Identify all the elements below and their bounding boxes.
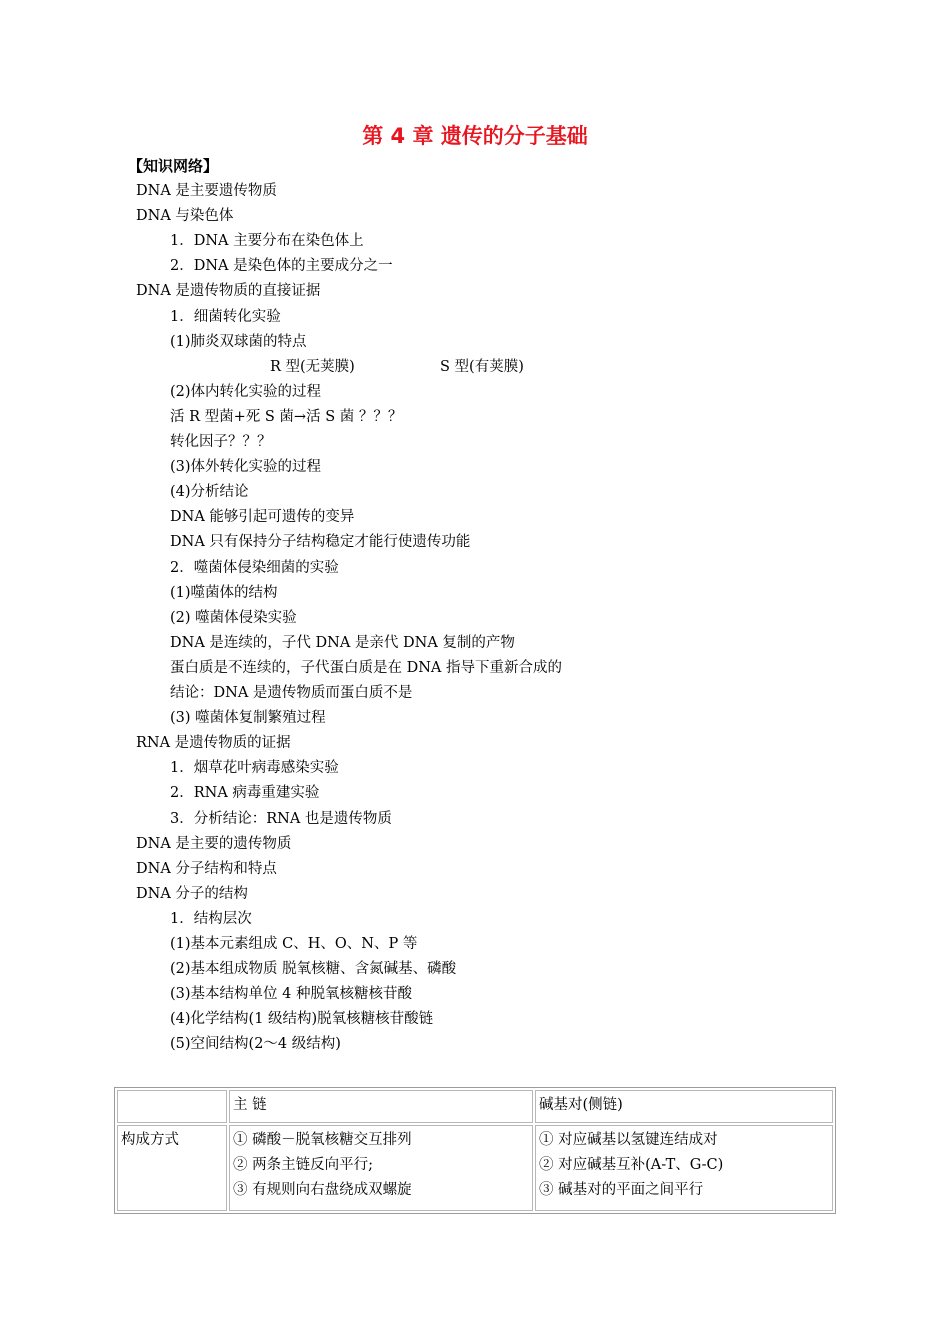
outline-line: DNA 是主要的遗传物质	[136, 836, 292, 852]
outline-line: (2)基本组成物质 脱氧核糖、含氮碱基、磷酸	[170, 961, 457, 977]
main-chain-item: ① 磷酸－脱氧核糖交互排列	[233, 1131, 412, 1148]
table-header-cell: 碱基对(侧链)	[535, 1090, 833, 1123]
outline-line: DNA 是连续的，子代 DNA 是亲代 DNA 复制的产物	[170, 635, 515, 651]
outline-line: 活 R 型菌+死 S 菌→活 S 菌 ？？？	[170, 409, 403, 425]
outline-line: (1)肺炎双球菌的特点	[170, 334, 307, 350]
outline-line: (2) 噬菌体侵染实验	[170, 610, 297, 626]
outline-line: 2．DNA 是染色体的主要成分之一	[170, 258, 393, 274]
table-header-row	[117, 1090, 833, 1123]
outline-line: S 型(有荚膜)	[440, 359, 524, 375]
table-row-label: 构成方式	[117, 1125, 227, 1211]
outline-line: 1．细菌转化实验	[170, 309, 281, 325]
outline-line: DNA 是遗传物质的直接证据	[136, 283, 321, 299]
outline-line: 蛋白质是不连续的，子代蛋白质是在 DNA 指导下重新合成的	[170, 660, 563, 676]
outline-line: (3)基本结构单位 4 种脱氧核糖核苷酸	[170, 986, 412, 1002]
outline-line: 3．分析结论：RNA 也是遗传物质	[170, 811, 392, 827]
outline-line: 结论：DNA 是遗传物质而蛋白质不是	[170, 685, 413, 701]
outline-line: (2)体内转化实验的过程	[170, 384, 322, 400]
main-chain-item: ② 两条主链反向平行;	[233, 1156, 373, 1173]
outline-line: (4)化学结构(1 级结构)脱氧核糖核苷酸链	[170, 1011, 434, 1027]
outline-line: DNA 是主要遗传物质	[136, 183, 277, 199]
outline-line: (1)基本元素组成 C、H、O、N、P 等	[170, 936, 418, 952]
outline-line: (3)体外转化实验的过程	[170, 459, 322, 475]
outline-line: DNA 分子结构和特点	[136, 861, 277, 877]
outline-line: 1．DNA 主要分布在染色体上	[170, 233, 364, 249]
outline-line: DNA 只有保持分子结构稳定才能行使遗传功能	[170, 534, 471, 550]
outline-line: (3) 噬菌体复制繁殖过程	[170, 710, 326, 726]
outline-line: (5)空间结构(2～4 级结构)	[170, 1036, 341, 1052]
outline-line: 2．RNA 病毒重建实验	[170, 785, 320, 801]
outline-line: DNA 与染色体	[136, 208, 234, 224]
outline-line: RNA 是遗传物质的证据	[136, 735, 291, 751]
outline-line: 1．烟草花叶病毒感染实验	[170, 760, 339, 776]
base-pair-item: ③ 碱基对的平面之间平行	[539, 1181, 704, 1198]
base-pair-cell	[535, 1125, 833, 1211]
table-row	[117, 1125, 833, 1211]
table-header-cell: 主 链	[229, 1090, 533, 1123]
page-title: 第 4 章 遗传的分子基础	[362, 124, 588, 148]
main-chain-item: ③ 有规则向右盘绕成双螺旋	[233, 1181, 412, 1198]
table-header-cell	[117, 1090, 227, 1123]
section-heading: 【知识网络】	[128, 157, 219, 175]
main-chain-cell	[229, 1125, 533, 1211]
outline-line: (1)噬菌体的结构	[170, 585, 278, 601]
base-pair-item: ① 对应碱基以氢键连结成对	[539, 1131, 718, 1148]
outline-line: (4)分析结论	[170, 484, 249, 500]
outline-line: 1．结构层次	[170, 911, 252, 927]
outline-line: R 型(无荚膜)	[270, 359, 355, 375]
outline-line: DNA 能够引起可遗传的变异	[170, 509, 355, 525]
outline-line: 2．噬菌体侵染细菌的实验	[170, 560, 339, 576]
dna-structure-table	[114, 1087, 836, 1214]
outline-line: DNA 分子的结构	[136, 886, 248, 902]
base-pair-item: ② 对应碱基互补(A-T、G-C)	[539, 1156, 724, 1173]
outline-line: 转化因子？？？	[170, 434, 272, 450]
